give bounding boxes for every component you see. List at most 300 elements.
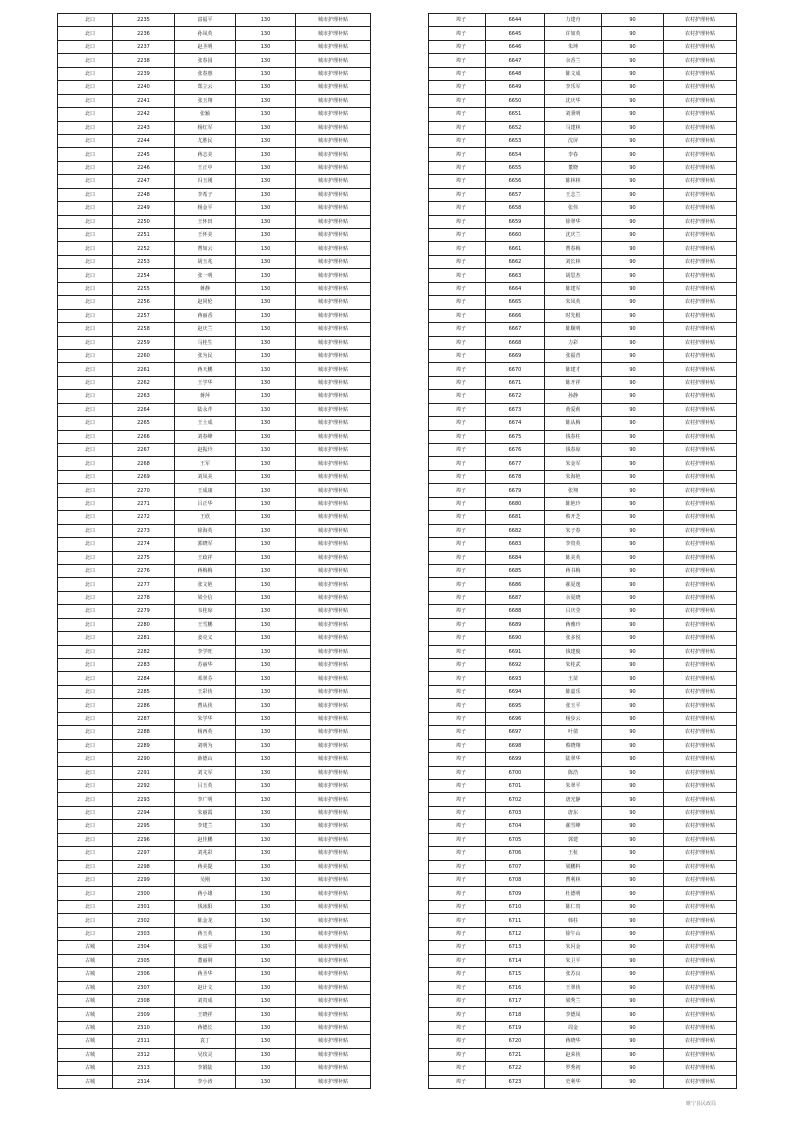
name-cell: 张多悦	[545, 632, 602, 645]
amount-cell: 90	[602, 779, 664, 792]
subsidy-type-cell: 城市护理补贴	[296, 430, 371, 443]
table-row	[58, 632, 371, 645]
table-row	[429, 981, 737, 994]
subsidy-type-cell: 农村护理补贴	[664, 40, 737, 53]
serial-number-cell: 2282	[113, 645, 175, 658]
table-row	[58, 215, 371, 228]
town-cell: 埠子	[429, 726, 486, 739]
town-cell: 北口	[58, 255, 113, 268]
serial-number-cell: 2271	[113, 497, 175, 510]
serial-number-cell: 2279	[113, 605, 175, 618]
town-cell: 北口	[58, 672, 113, 685]
table-row	[58, 564, 371, 577]
subsidy-type-cell: 农村护理补贴	[664, 739, 737, 752]
name-cell: 胡思杰	[545, 269, 602, 282]
name-cell: 刘兆彩	[175, 847, 236, 860]
table-row	[429, 806, 737, 819]
town-cell: 北口	[58, 54, 113, 67]
serial-number-cell: 2286	[113, 699, 175, 712]
table-row	[58, 685, 371, 698]
table-row	[429, 296, 737, 309]
name-cell: 韦桂琼	[175, 605, 236, 618]
table-row	[429, 242, 737, 255]
name-cell: 杨步云	[545, 712, 602, 725]
amount-cell: 90	[602, 323, 664, 336]
left-table-body	[58, 14, 371, 1089]
subsidy-type-cell: 农村护理补贴	[664, 753, 737, 766]
town-cell: 北口	[58, 134, 113, 147]
town-cell: 北口	[58, 94, 113, 107]
amount-cell: 130	[236, 349, 296, 362]
subsidy-type-cell: 农村护理补贴	[664, 430, 737, 443]
table-row	[429, 229, 737, 242]
name-cell: 李春	[545, 148, 602, 161]
table-row	[58, 175, 371, 188]
town-cell: 埠子	[429, 403, 486, 416]
town-cell: 北口	[58, 14, 113, 27]
table-row	[58, 336, 371, 349]
table-row	[58, 376, 371, 389]
town-cell: 北口	[58, 67, 113, 80]
town-cell: 埠子	[429, 323, 486, 336]
subsidy-type-cell: 城市护理补贴	[296, 54, 371, 67]
subsidy-type-cell: 农村护理补贴	[664, 564, 737, 577]
amount-cell: 90	[602, 215, 664, 228]
subsidy-type-cell: 城市护理补贴	[296, 484, 371, 497]
serial-number-cell: 2247	[113, 175, 175, 188]
town-cell: 埠子	[429, 524, 486, 537]
amount-cell: 90	[602, 242, 664, 255]
amount-cell: 130	[236, 148, 296, 161]
subsidy-type-cell: 城市护理补贴	[296, 14, 371, 27]
amount-cell: 90	[602, 564, 664, 577]
subsidy-type-cell: 农村护理补贴	[664, 497, 737, 510]
name-cell: 徐午山	[545, 927, 602, 940]
amount-cell: 130	[236, 1008, 296, 1021]
table-row	[429, 94, 737, 107]
subsidy-type-cell: 城市护理补贴	[296, 968, 371, 981]
subsidy-type-cell: 农村护理补贴	[664, 900, 737, 913]
table-row	[58, 242, 371, 255]
serial-number-cell: 2302	[113, 914, 175, 927]
town-cell: 北口	[58, 659, 113, 672]
subsidy-type-cell: 农村护理补贴	[664, 229, 737, 242]
serial-number-cell: 2298	[113, 860, 175, 873]
table-row	[429, 994, 737, 1007]
town-cell: 北口	[58, 444, 113, 457]
subsidy-type-cell: 城市护理补贴	[296, 994, 371, 1007]
amount-cell: 90	[602, 712, 664, 725]
name-cell: 赵圣明	[175, 40, 236, 53]
amount-cell: 90	[602, 390, 664, 403]
amount-cell: 130	[236, 40, 296, 53]
amount-cell: 130	[236, 712, 296, 725]
name-cell: 蒋德长	[175, 1021, 236, 1034]
name-cell: 蒋书梅	[545, 564, 602, 577]
serial-number-cell: 2309	[113, 1008, 175, 1021]
amount-cell: 130	[236, 779, 296, 792]
subsidy-type-cell: 农村护理补贴	[664, 1075, 737, 1088]
subsidy-type-cell: 农村护理补贴	[664, 578, 737, 591]
town-cell: 埠子	[429, 806, 486, 819]
amount-cell: 90	[602, 1035, 664, 1048]
serial-number-cell: 2268	[113, 457, 175, 470]
subsidy-type-cell: 农村护理补贴	[664, 927, 737, 940]
table-row	[58, 349, 371, 362]
amount-cell: 90	[602, 108, 664, 121]
town-cell: 北口	[58, 484, 113, 497]
serial-number-cell: 2313	[113, 1062, 175, 1075]
town-cell: 埠子	[429, 336, 486, 349]
town-cell: 埠子	[429, 81, 486, 94]
town-cell: 埠子	[429, 444, 486, 457]
town-cell: 埠子	[429, 202, 486, 215]
subsidy-type-cell: 农村护理补贴	[664, 551, 737, 564]
amount-cell: 90	[602, 900, 664, 913]
table-row	[429, 887, 737, 900]
town-cell: 北口	[58, 551, 113, 564]
amount-cell: 90	[602, 309, 664, 322]
table-row	[429, 847, 737, 860]
subsidy-type-cell: 城市护理补贴	[296, 215, 371, 228]
table-row	[58, 54, 371, 67]
town-cell: 北口	[58, 148, 113, 161]
table-row	[58, 40, 371, 53]
subsidy-type-cell: 农村护理补贴	[664, 202, 737, 215]
table-row	[58, 806, 371, 819]
amount-cell: 130	[236, 363, 296, 376]
name-cell: 刘明为	[175, 739, 236, 752]
subsidy-type-cell: 农村护理补贴	[664, 296, 737, 309]
table-row	[429, 1062, 737, 1075]
table-row	[429, 739, 737, 752]
subsidy-type-cell: 城市护理补贴	[296, 1021, 371, 1034]
amount-cell: 130	[236, 847, 296, 860]
table-row	[429, 1035, 737, 1048]
subsidy-type-cell: 农村护理补贴	[664, 618, 737, 631]
amount-cell: 130	[236, 1021, 296, 1034]
name-cell: 王雪鹏	[175, 618, 236, 631]
name-cell: 周金	[545, 1021, 602, 1034]
amount-cell: 90	[602, 645, 664, 658]
subsidy-type-cell: 农村护理补贴	[664, 1062, 737, 1075]
name-cell: 陆永芹	[175, 403, 236, 416]
subsidy-type-cell: 城市护理补贴	[296, 40, 371, 53]
amount-cell: 90	[602, 148, 664, 161]
amount-cell: 130	[236, 484, 296, 497]
table-row	[429, 779, 737, 792]
subsidy-type-cell: 城市护理补贴	[296, 161, 371, 174]
table-row	[58, 390, 371, 403]
table-row	[429, 309, 737, 322]
town-cell: 埠子	[429, 645, 486, 658]
town-cell: 埠子	[429, 121, 486, 134]
name-cell: 陈建军	[545, 282, 602, 295]
amount-cell: 130	[236, 309, 296, 322]
town-cell: 埠子	[429, 941, 486, 954]
name-cell: 梁秀兰	[545, 994, 602, 1007]
town-cell: 北口	[58, 833, 113, 846]
table-row	[58, 1048, 371, 1061]
subsidy-type-cell: 城市护理补贴	[296, 605, 371, 618]
town-cell: 埠子	[429, 1021, 486, 1034]
table-row	[58, 578, 371, 591]
town-cell: 北口	[58, 847, 113, 860]
amount-cell: 130	[236, 941, 296, 954]
serial-number-cell: 2250	[113, 215, 175, 228]
town-cell: 北口	[58, 470, 113, 483]
serial-number-cell: 6655	[486, 161, 545, 174]
subsidy-type-cell: 城市护理补贴	[296, 188, 371, 201]
name-cell: 杜德明	[545, 887, 602, 900]
serial-number-cell: 2267	[113, 444, 175, 457]
subsidy-type-cell: 农村护理补贴	[664, 54, 737, 67]
subsidy-type-cell: 农村护理补贴	[664, 591, 737, 604]
serial-number-cell: 2311	[113, 1035, 175, 1048]
subsidy-type-cell: 农村护理补贴	[664, 108, 737, 121]
name-cell: 王怀美	[175, 229, 236, 242]
subsidy-type-cell: 农村护理补贴	[664, 672, 737, 685]
serial-number-cell: 2273	[113, 524, 175, 537]
town-cell: 埠子	[429, 779, 486, 792]
name-cell: 陈美英	[545, 551, 602, 564]
table-row	[58, 363, 371, 376]
amount-cell: 90	[602, 538, 664, 551]
table-row	[58, 645, 371, 658]
amount-cell: 90	[602, 161, 664, 174]
subsidy-type-cell: 城市护理补贴	[296, 766, 371, 779]
town-cell: 北口	[58, 927, 113, 940]
serial-number-cell: 2270	[113, 484, 175, 497]
table-row	[429, 148, 737, 161]
amount-cell: 90	[602, 403, 664, 416]
subsidy-type-cell: 城市护理补贴	[296, 739, 371, 752]
serial-number-cell: 2263	[113, 390, 175, 403]
table-row	[429, 202, 737, 215]
name-cell: 胡玉兆	[175, 255, 236, 268]
subsidy-type-cell: 农村护理补贴	[664, 323, 737, 336]
serial-number-cell: 6709	[486, 887, 545, 900]
name-cell: 力建舟	[545, 14, 602, 27]
amount-cell: 90	[602, 202, 664, 215]
amount-cell: 130	[236, 820, 296, 833]
amount-cell: 130	[236, 618, 296, 631]
name-cell: 孙凤英	[175, 27, 236, 40]
name-cell: 曹春梅	[545, 242, 602, 255]
name-cell: 叶倩	[545, 726, 602, 739]
town-cell: 北口	[58, 108, 113, 121]
town-cell: 北口	[58, 874, 113, 887]
town-cell: 埠子	[429, 229, 486, 242]
subsidy-type-cell: 农村护理补贴	[664, 349, 737, 362]
amount-cell: 90	[602, 941, 664, 954]
serial-number-cell: 2266	[113, 430, 175, 443]
name-cell: 余香兰	[545, 54, 602, 67]
amount-cell: 90	[602, 255, 664, 268]
table-row	[429, 336, 737, 349]
serial-number-cell: 6712	[486, 927, 545, 940]
table-row	[429, 497, 737, 510]
table-row	[58, 229, 371, 242]
name-cell: 蒋静	[175, 282, 236, 295]
amount-cell: 90	[602, 134, 664, 147]
subsidy-type-cell: 城市护理补贴	[296, 444, 371, 457]
subsidy-type-cell: 城市护理补贴	[296, 806, 371, 819]
table-row	[429, 1021, 737, 1034]
town-cell: 埠子	[429, 67, 486, 80]
subsidy-type-cell: 城市护理补贴	[296, 659, 371, 672]
subsidy-type-cell: 农村护理补贴	[664, 1035, 737, 1048]
table-row	[429, 551, 737, 564]
table-row	[58, 14, 371, 27]
name-cell: 刘长林	[545, 255, 602, 268]
subsidy-type-cell: 城市护理补贴	[296, 376, 371, 389]
town-cell: 埠子	[429, 349, 486, 362]
amount-cell: 130	[236, 551, 296, 564]
amount-cell: 130	[236, 914, 296, 927]
subsidy-type-cell: 城市护理补贴	[296, 981, 371, 994]
amount-cell: 130	[236, 1035, 296, 1048]
serial-number-cell: 6654	[486, 148, 545, 161]
amount-cell: 130	[236, 1062, 296, 1075]
name-cell: 郭建	[545, 833, 602, 846]
name-cell: 陈文成	[545, 67, 602, 80]
town-cell: 北口	[58, 457, 113, 470]
subsidy-type-cell: 城市护理补贴	[296, 820, 371, 833]
subsidy-type-cell: 城市护理补贴	[296, 538, 371, 551]
table-row	[58, 874, 371, 887]
subsidy-type-cell: 城市护理补贴	[296, 229, 371, 242]
name-cell: 吴刚	[175, 874, 236, 887]
name-cell: 陈艳玲	[545, 497, 602, 510]
town-cell: 北口	[58, 336, 113, 349]
name-cell: 王欣	[175, 511, 236, 524]
amount-cell: 90	[602, 1048, 664, 1061]
serial-number-cell: 6683	[486, 538, 545, 551]
subsidy-type-cell: 城市护理补贴	[296, 417, 371, 430]
town-cell: 北口	[58, 417, 113, 430]
serial-number-cell: 6687	[486, 591, 545, 604]
serial-number-cell: 2245	[113, 148, 175, 161]
serial-number-cell: 2307	[113, 981, 175, 994]
name-cell: 吴玫灵	[175, 1048, 236, 1061]
town-cell: 埠子	[429, 215, 486, 228]
serial-number-cell: 2256	[113, 296, 175, 309]
subsidy-type-cell: 城市护理补贴	[296, 202, 371, 215]
table-row	[58, 900, 371, 913]
subsidy-type-cell: 农村护理补贴	[664, 820, 737, 833]
table-row	[429, 1008, 737, 1021]
name-cell: 蒋天鹏	[175, 363, 236, 376]
name-cell: 尤胜民	[175, 134, 236, 147]
serial-number-cell: 6697	[486, 726, 545, 739]
serial-number-cell: 6716	[486, 981, 545, 994]
name-cell: 邓翠芬	[175, 672, 236, 685]
amount-cell: 130	[236, 860, 296, 873]
subsidy-type-cell: 城市护理补贴	[296, 591, 371, 604]
subsidy-type-cell: 城市护理补贴	[296, 954, 371, 967]
subsidy-type-cell: 城市护理补贴	[296, 390, 371, 403]
table-row	[58, 968, 371, 981]
town-cell: 埠子	[429, 269, 486, 282]
town-cell: 北口	[58, 349, 113, 362]
amount-cell: 130	[236, 1048, 296, 1061]
name-cell: 蒋晓华	[545, 1035, 602, 1048]
town-cell: 古城	[58, 981, 113, 994]
serial-number-cell: 2289	[113, 739, 175, 752]
serial-number-cell: 2303	[113, 927, 175, 940]
serial-number-cell: 6700	[486, 766, 545, 779]
name-cell: 蒋雅玲	[545, 618, 602, 631]
serial-number-cell: 6674	[486, 417, 545, 430]
serial-number-cell: 2265	[113, 417, 175, 430]
table-row	[429, 108, 737, 121]
serial-number-cell: 2275	[113, 551, 175, 564]
name-cell: 朱坤	[545, 40, 602, 53]
town-cell: 埠子	[429, 363, 486, 376]
table-row	[429, 444, 737, 457]
subsidy-type-cell: 城市护理补贴	[296, 94, 371, 107]
subsidy-type-cell: 城市护理补贴	[296, 282, 371, 295]
name-cell: 蒋圣华	[175, 968, 236, 981]
serial-number-cell: 6689	[486, 618, 545, 631]
table-row	[429, 511, 737, 524]
table-row	[58, 954, 371, 967]
name-cell: 李小涛	[175, 1075, 236, 1088]
amount-cell: 90	[602, 726, 664, 739]
table-row	[58, 470, 371, 483]
name-cell: 张一明	[175, 269, 236, 282]
serial-number-cell: 2262	[113, 376, 175, 389]
name-cell: 陆翠华	[545, 753, 602, 766]
town-cell: 埠子	[429, 981, 486, 994]
name-cell: 赵振玲	[175, 444, 236, 457]
name-cell: 李娟陆	[175, 1062, 236, 1075]
subsidy-type-cell: 城市护理补贴	[296, 511, 371, 524]
town-cell: 埠子	[429, 14, 486, 27]
table-row	[58, 94, 371, 107]
name-cell: 钱冰阳	[175, 900, 236, 913]
table-row	[429, 282, 737, 295]
subsidy-type-cell: 城市护理补贴	[296, 1008, 371, 1021]
serial-number-cell: 6660	[486, 229, 545, 242]
town-cell: 埠子	[429, 417, 486, 430]
serial-number-cell: 2283	[113, 659, 175, 672]
town-cell: 埠子	[429, 497, 486, 510]
town-cell: 埠子	[429, 766, 486, 779]
table-row	[429, 54, 737, 67]
amount-cell: 90	[602, 457, 664, 470]
amount-cell: 90	[602, 524, 664, 537]
name-cell: 陈开祥	[545, 376, 602, 389]
town-cell: 埠子	[429, 27, 486, 40]
subsidy-type-cell: 农村护理补贴	[664, 255, 737, 268]
watermark-text: 睢宁县民政局	[686, 1101, 717, 1107]
table-row	[58, 27, 371, 40]
table-row	[429, 632, 737, 645]
table-row	[429, 605, 737, 618]
amount-cell: 130	[236, 591, 296, 604]
serial-number-cell: 6677	[486, 457, 545, 470]
name-cell: 张春园	[175, 54, 236, 67]
amount-cell: 130	[236, 336, 296, 349]
name-cell: 蔡晓翔	[545, 739, 602, 752]
table-row	[58, 309, 371, 322]
serial-number-cell: 2294	[113, 806, 175, 819]
table-row	[58, 296, 371, 309]
amount-cell: 90	[602, 14, 664, 27]
name-cell: 沈屏	[545, 134, 602, 147]
